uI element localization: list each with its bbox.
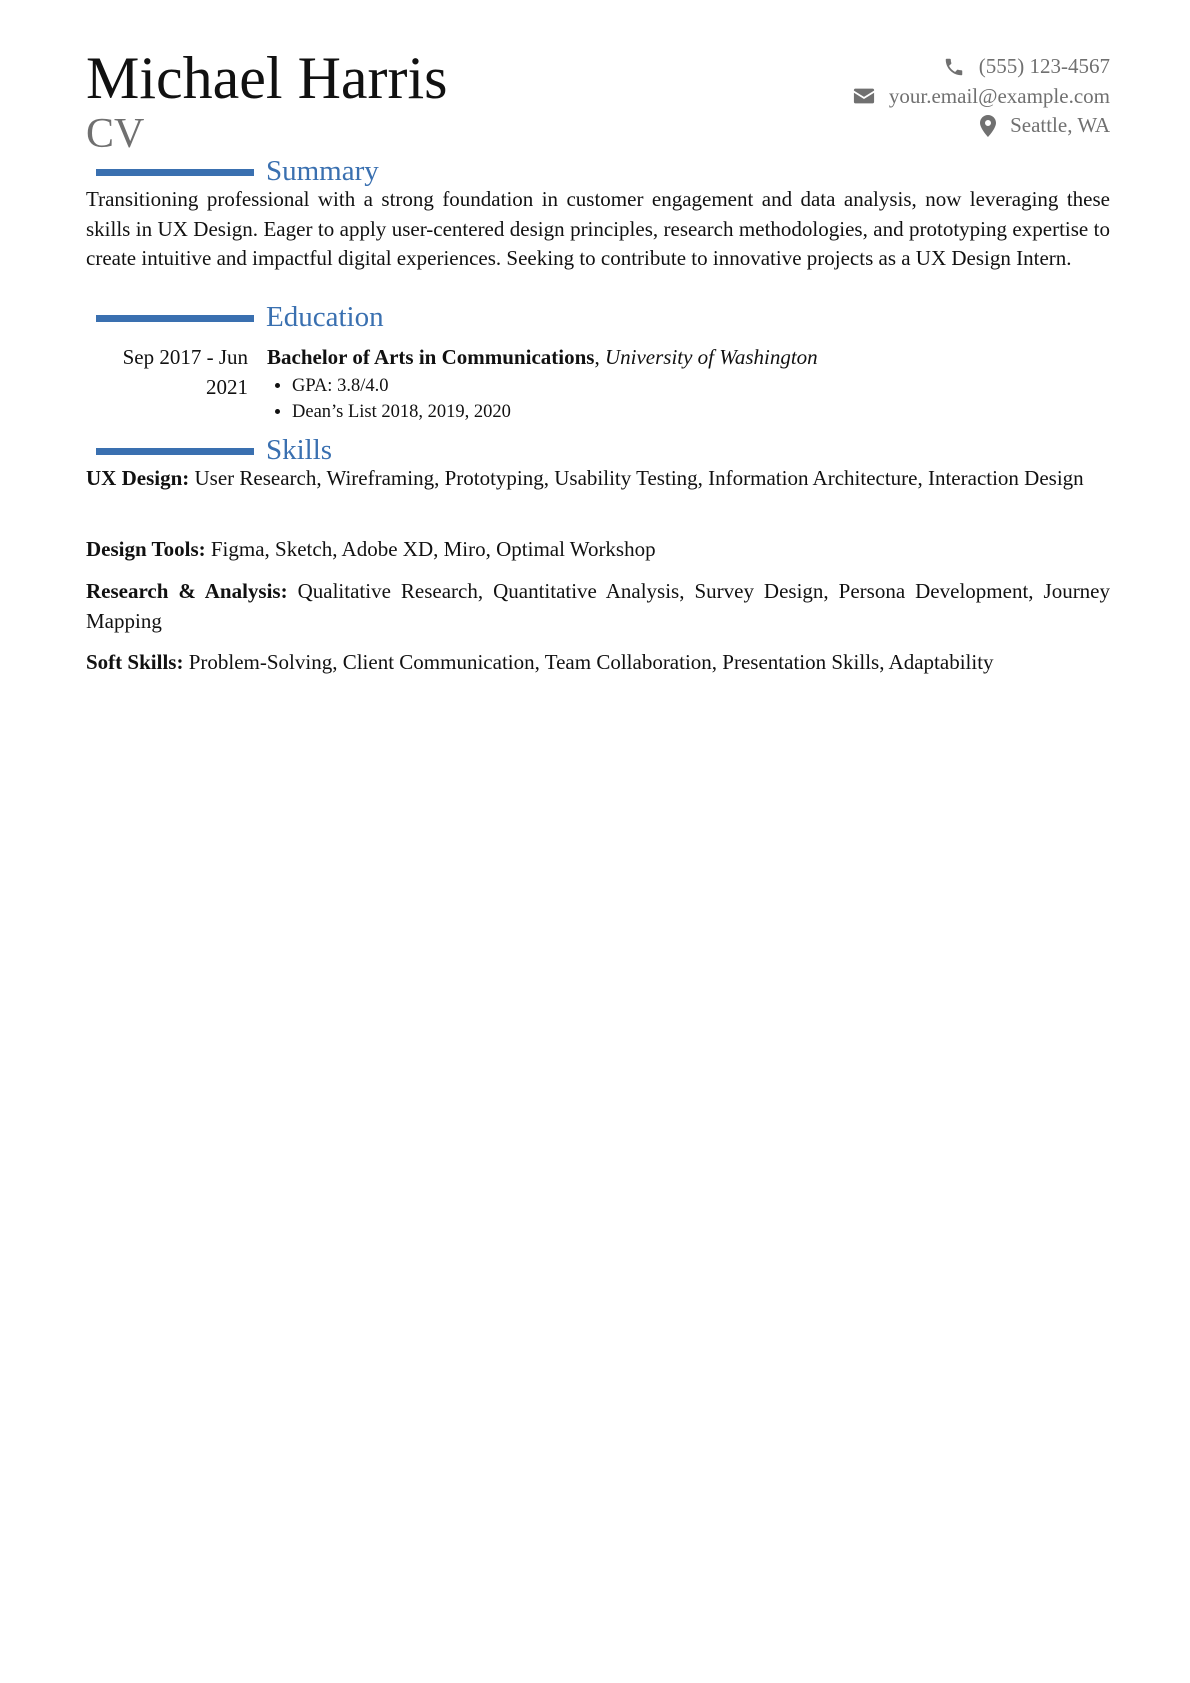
map-pin-icon — [980, 115, 996, 137]
skill-list: Qualitative Research, Quantitative Analysis, Survey Design, Persona Development, Journey Mapping — [86, 579, 1111, 633]
skill-row-ux-design — [86, 464, 1110, 494]
phone-icon — [943, 56, 965, 78]
summary-section-header — [96, 154, 379, 188]
phone-number: (555) 123-4567 — [978, 54, 1110, 79]
candidate-name: Michael Harris — [86, 45, 448, 111]
skill-list: User Research, Wireframing, Prototyping, Usability Testing, Information Architecture, Interaction Design — [194, 466, 1084, 490]
skills-section-header — [96, 433, 332, 467]
skill-list: Figma, Sketch, Adobe XD, Miro, Optimal Workshop — [210, 537, 656, 561]
contact-location — [853, 111, 1110, 141]
skill-row-soft-skills — [86, 648, 1110, 678]
contact-email — [853, 82, 1110, 112]
section-accent-bar — [96, 315, 254, 322]
education-heading — [267, 343, 1107, 373]
education-dates: Sep 2017 - Jun 2021 — [122, 345, 248, 399]
degree-separator: , — [594, 345, 600, 369]
skill-category: Soft Skills: — [86, 650, 184, 674]
skill-category: Design Tools: — [86, 537, 206, 561]
skill-row-research-analysis — [86, 577, 1110, 636]
education-details-list — [267, 373, 1107, 426]
section-accent-bar — [96, 169, 254, 176]
skill-list: Problem-Solving, Client Communication, Team Collaboration, Presentation Skills, Adaptability — [188, 650, 994, 674]
skill-category: UX Design: — [86, 466, 190, 490]
degree-name: Bachelor of Arts in Communications — [267, 345, 595, 369]
education-section-header — [96, 300, 384, 334]
skill-row-design-tools — [86, 535, 1110, 565]
email-address[interactable]: your.email@example.com — [888, 83, 1110, 108]
list-item: • Dean’s List 2018, 2019, 2020 — [292, 399, 1107, 426]
document-type: CV — [86, 111, 145, 157]
education-entry — [267, 343, 1107, 426]
education-title: Education — [266, 301, 384, 333]
contact-block — [853, 52, 1110, 141]
section-accent-bar — [96, 448, 254, 455]
summary-text: Transitioning professional with a strong foundation in customer engagement and data analysis, now leveraging these skills in UX Design. Eager to apply user-centered design principles, research methodologies, and prototyping expertise to create intuitive and impactful digital experiences. Seeking to contribute to innovative projects as a UX Design Intern. — [86, 187, 1110, 270]
location-text: Seattle, WA — [1010, 113, 1110, 138]
list-item: • GPA: 3.8/4.0 — [292, 373, 1107, 400]
contact-phone — [853, 52, 1110, 82]
skill-category: Research & Analysis: — [86, 579, 288, 603]
school-name: University of Washington — [604, 345, 818, 369]
summary-title: Summary — [266, 155, 379, 187]
skills-title: Skills — [266, 434, 333, 466]
envelope-icon — [853, 87, 875, 105]
